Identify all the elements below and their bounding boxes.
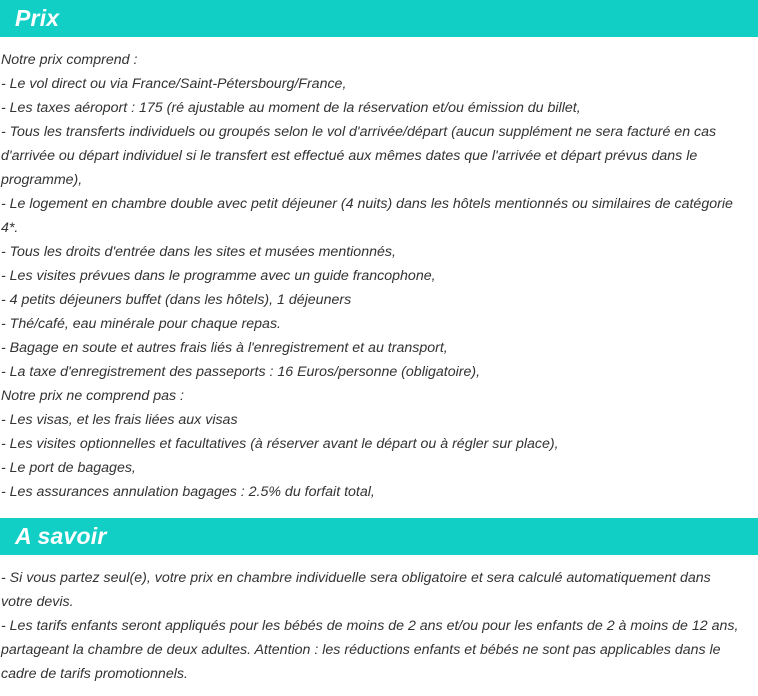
- prix-line: - Le vol direct ou via France/Saint-Pétersbourg/France,: [1, 76, 347, 92]
- a-savoir-line: - Les tarifs enfants seront appliqués pour les bébés de moins de 2 ans et/ou pour les enfants de 2 à moins de 12 ans, partageant la chambre de deux adultes. Attention : les réductions enfants et bébés ne sont pas applicables dans le cadre de tarifs promotionnels.: [1, 618, 739, 682]
- prix-line: - Les assurances annulation bagages : 2.5% du forfait total,: [1, 484, 375, 500]
- prix-line: - Bagage en soute et autres frais liés à l'enregistrement et au transport,: [1, 340, 448, 356]
- a-savoir-section: [0, 518, 758, 686]
- prix-line: - Thé/café, eau minérale pour chaque repas.: [1, 316, 281, 332]
- prix-title: Prix: [15, 5, 60, 31]
- prix-line: - Les visas, et les frais liées aux visas: [1, 412, 238, 428]
- a-savoir-header: [0, 518, 758, 555]
- a-savoir-title: A savoir: [15, 523, 107, 549]
- a-savoir-body: [0, 555, 758, 686]
- prix-line: - Les taxes aéroport : 175 (ré ajustable au moment de la réservation et/ou émission du billet,: [1, 100, 581, 116]
- prix-line: - 4 petits déjeuners buffet (dans les hôtels), 1 déjeuners: [1, 292, 352, 308]
- prix-line: - Tous les droits d'entrée dans les sites et musées mentionnés,: [1, 244, 396, 260]
- prix-header: [0, 0, 758, 37]
- prix-line: - La taxe d'enregistrement des passeports : 16 Euros/personne (obligatoire),: [1, 364, 481, 380]
- prix-line: Notre prix ne comprend pas :: [1, 388, 184, 404]
- prix-line: - Les visites prévues dans le programme avec un guide francophone,: [1, 268, 436, 284]
- prix-line: - Le port de bagages,: [1, 460, 136, 476]
- prix-line: - Le logement en chambre double avec petit déjeuner (4 nuits) dans les hôtels mentionnés ou similaires de catégorie 4*.: [1, 196, 733, 236]
- prix-body: [0, 37, 758, 518]
- prix-line: - Tous les transferts individuels ou groupés selon le vol d'arrivée/départ (aucun supplément ne sera facturé en cas d'arrivée ou départ individuel si le transfert est effectué aux mêmes dates que l'arrivée et départ prévus dans le programme),: [1, 124, 717, 188]
- prix-line: - Les visites optionnelles et facultatives (à réserver avant le départ ou à régler sur place),: [1, 436, 559, 452]
- prix-line: Notre prix comprend :: [1, 52, 138, 68]
- a-savoir-line: - Si vous partez seul(e), votre prix en chambre individuelle sera obligatoire et sera calculé automatiquement dans votre devis.: [1, 570, 711, 610]
